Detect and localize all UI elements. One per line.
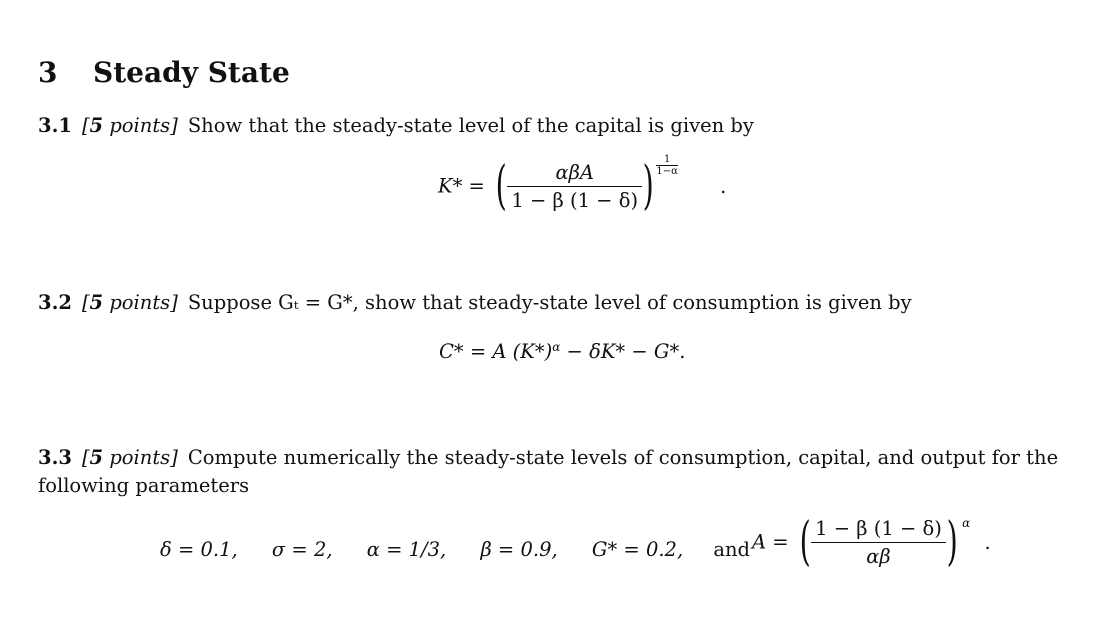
eq2-exponent: α bbox=[552, 340, 561, 354]
section-number: 3 bbox=[38, 56, 58, 89]
param-G: G* = 0.2, bbox=[591, 538, 684, 561]
eq1-period: . bbox=[720, 174, 727, 198]
problem-number: 3.3 bbox=[38, 446, 72, 469]
eq1-numerator: αβA bbox=[507, 161, 642, 187]
eq3-period: . bbox=[984, 530, 991, 554]
problem-text: Suppose Gₜ = G*, show that steady-state level of consumption is given by bbox=[187, 291, 912, 314]
eq3-fraction bbox=[811, 517, 946, 568]
eq2-main: C* = A (K*) bbox=[439, 340, 553, 363]
parameter-list bbox=[160, 538, 750, 561]
problem-text-line2: following parameters bbox=[38, 474, 250, 497]
param-delta: δ = 0.1, bbox=[160, 538, 238, 561]
equation-capital bbox=[438, 154, 727, 216]
problem-number: 3.2 bbox=[38, 291, 72, 314]
points-label: [5 points] bbox=[81, 291, 178, 314]
eq1-lhs: K* = bbox=[438, 174, 485, 198]
points-label: [5 points] bbox=[81, 114, 178, 137]
equation-consumption bbox=[439, 340, 685, 363]
problem-3-3 bbox=[38, 446, 1058, 469]
param-alpha: α = 1/3, bbox=[366, 538, 447, 561]
eq3-exponent: α bbox=[962, 516, 971, 530]
problem-text: Show that the steady-state level of the capital is given by bbox=[187, 114, 754, 137]
eq3-lhs: A = bbox=[752, 530, 789, 554]
eq3-numerator: 1 − β (1 − δ) bbox=[811, 517, 946, 543]
and-word: and bbox=[713, 538, 751, 561]
eq1-exponent: $\frac{1}{1-\alpha}$ bbox=[656, 154, 678, 177]
eq1-fraction bbox=[507, 161, 642, 212]
param-sigma: σ = 2, bbox=[271, 538, 333, 561]
param-beta: β = 0.9, bbox=[480, 538, 558, 561]
equation-A bbox=[752, 512, 991, 572]
right-paren: ) bbox=[642, 156, 654, 216]
left-paren: ( bbox=[799, 512, 811, 572]
eq3-denominator: αβ bbox=[866, 544, 891, 568]
problem-3-1 bbox=[38, 114, 754, 137]
eq1-denominator: 1 − β (1 − δ) bbox=[511, 188, 639, 212]
right-paren: ) bbox=[946, 512, 958, 572]
problem-text: Compute numerically the steady-state levels of consumption, capital, and output for the bbox=[187, 446, 1059, 469]
problem-3-2 bbox=[38, 291, 912, 314]
left-paren: ( bbox=[495, 156, 507, 216]
section-title: Steady State bbox=[93, 56, 290, 89]
points-label: [5 points] bbox=[81, 446, 178, 469]
eq2-rest: − δK* − G*. bbox=[560, 340, 686, 363]
problem-number: 3.1 bbox=[38, 114, 72, 137]
